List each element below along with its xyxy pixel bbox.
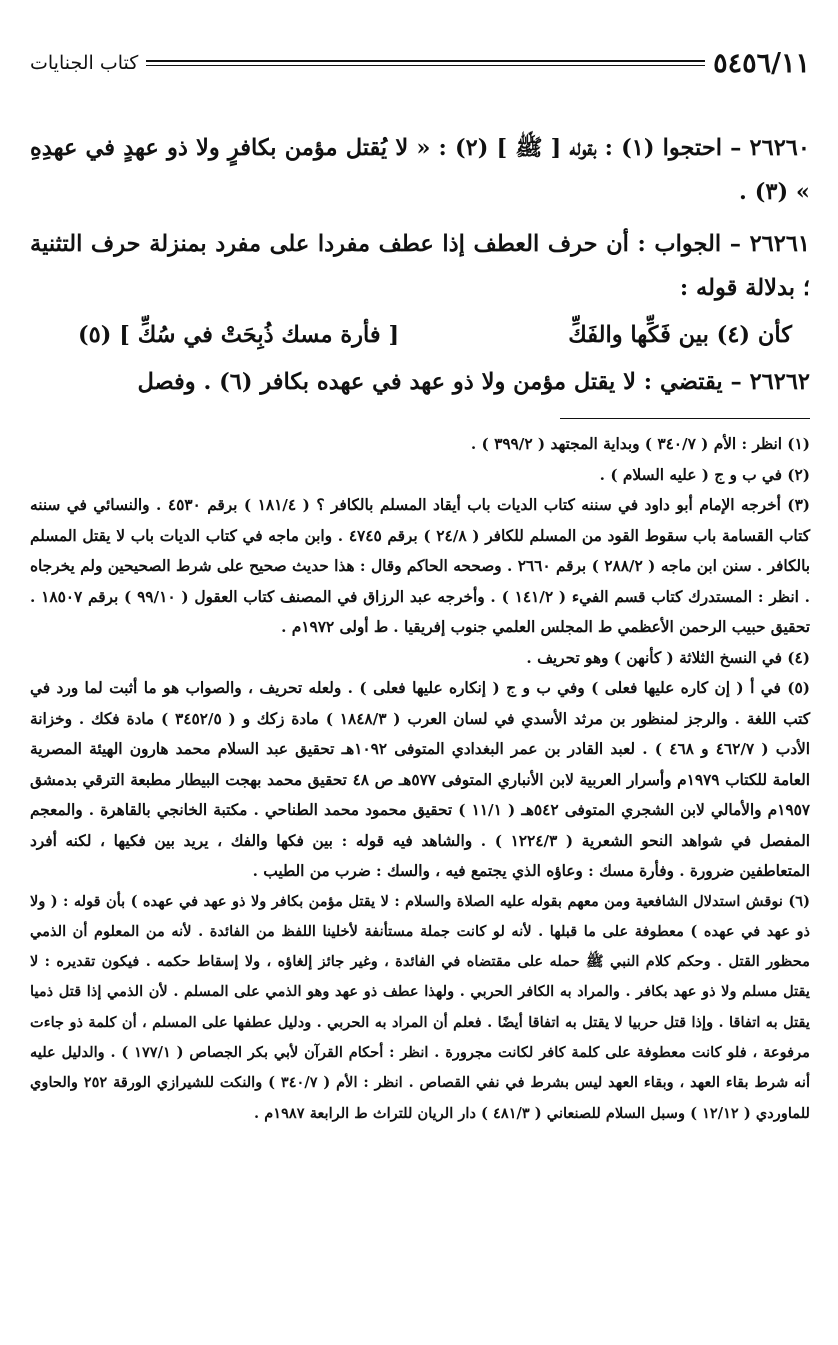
footnote-4: (٤) في النسخ الثلاثة ( كأنهن ) وهو تحريف . <box>526 648 810 667</box>
page-number: ٥٤٥٦/١١ <box>713 47 810 79</box>
footnote-3: (٣) أخرجه الإمام أبو داود في سننه كتاب الديات باب أيقاد المسلم بالكافر ؟ ( ١٨١/٤ ) برقم ٤٥٣٠ . والنسائي في سننه كتاب القسامة باب سقوط القود من المسلم للكافر ( ٢٤/٨ ) برقم ٤٧٤٥ . وابن ماجه في كتاب الديات باب لا يقتل المسلم بالكافر . سنن ابن ماجه ( ٢٨٨/٢ ) برقم ٢٦٦٠ . وصححه الحاكم وقال : هذا حديث صحيح على شرط الصحيحين ولم يخرجاه . انظر : المستدرك كتاب قسم الفيء ( ١٤١/٢ ) . وأخرجه عبد الرزاق في المصنف كتاب العقول ( ٩٩/١٠ ) برقم ١٨٥٠٧ . تحقيق حبيب الرحمن الأعظمي ط المجلس العلمي جنوب إفريقيا . ط أولى ١٩٧٢م . <box>30 496 811 636</box>
header-rule <box>146 60 705 66</box>
poem-verse <box>30 310 810 360</box>
footnote-2: (٢) في ب و ج ( عليه السلام ) . <box>599 465 810 484</box>
poem-first-hemistich: كأن (٤) بين فَكِّها والفَكِّ <box>568 322 792 348</box>
footnote-5: (٥) في أ ( إن كاره عليها فعلى ) وفي ب و ج ( إنكاره عليها فعلى ) . ولعله تحريف ، والصواب هو ما أثبت لما ورد في كتب اللغة . والرجز لمنظور بن مرثد الأسدي في لسان العرب ( ١٨٤٨/٣ ) مادة زكك و ( ٣٤٥٢/٥ ) مادة فكك . وخزانة الأدب ( ٤٦٢/٧ و ٤٦٨ ) . لعبد القادر بن عمر البغدادي المتوفى ١٠٩٢هـ تحقيق عبد السلام محمد هارون الهيئة المصرية العامة للكتاب ١٩٧٩م وأسرار العربية لابن الأنباري المتوفى ٥٧٧هـ ص ٤٨ تحقيق محمد بهجت البيطار مطبعة الترقي بدمشق ١٩٥٧م والأمالي لابن الشجري المتوفى ٥٤٢هـ ( ١١/١ ) تحقيق محمود محمد الطناحي . مكتبة الخانجي بالقاهرة . والمعجم المفصل في شواهد النحو الشعرية ( ١٢٢٤/٣ ) . والشاهد فيه قوله : بين فكها والفك ، يريد بين فكيها ، لكنه أفرد المتعاطفين ضرورة . وفأرة مسك : وعاؤه الذي يجتمع فيه ، والسك : ضرب من الطيب . <box>30 679 811 880</box>
book-page <box>30 40 810 1330</box>
paragraph-26260: ٢٦٢٦٠ – احتجوا (١) : بقوله [ ﷺ ] (٢) : « لا يُقتل مؤمن بكافرٍ ولا ذو عهدٍ في عهدِهِ » (٣) . <box>30 135 810 205</box>
poem-second-hemistich: [ فأرة مسك ذُبِحَتْ في سُكِّ ] (٥) <box>78 322 400 348</box>
footnotes <box>30 429 810 1129</box>
footnote-6: (٦) نوقش استدلال الشافعية ومن معهم بقوله عليه الصلاة والسلام : لا يقتل مؤمن بكافر ولا ذو عهد في عهده ) بأن قوله : ( ولا ذو عهد في عهده ) معطوفة على ما قبلها . لأنه لو كانت جملة مستأنفة لأخلينا اللفظ من الفائدة . لأنه من المعلوم أن الذمي محظور القتل . وحكم كلام النبي ﷺ حمله على مقتضاه في الفائدة ، وغير جائز إلغاؤه ، ولا إسقاط حكمه . فيكون تقديره : لا يقتل مسلم ولا ذو عهد بكافر . والمراد به الكافر الحربي . ولهذا عطف ذو عهد وهو الذمي على المسلم . لأن الذمي إذا قتل ذميا يقتل به اتفاقا . وإذا قتل حربيا لا يقتل به اتفاقا أيضًا . فعلم أن المراد به الحربي . ودليل عطفها على المسلم ، أن كلمة ذو جاءت مرفوعة ، فلو كانت معطوفة على كلمة كافر لكانت مجرورة . انظر : أحكام القرآن لأبي بكر الجصاص ( ١٧٧/١ ) . والدليل عليه أنه شرط بقاء العهد ، وبقاء العهد ليس بشرط في نفي القصاص . انظر : الأم ( ٣٤٠/٧ ) والنكت للشيرازي الورقة ٢٥٢ والحاوي للماوردي ( ١٢/١٢ ) وسبل السلام للصنعاني ( ٤٨١/٣ ) دار الريان للتراث ط الرابعة ١٩٨٧م . <box>30 892 810 1122</box>
footnote-divider <box>560 418 810 419</box>
main-text <box>30 126 810 404</box>
paragraph-26262: ٢٦٢٦٢ – يقتضي : لا يقتل مؤمن ولا ذو عهد في عهده بكافر (٦) . وفصل <box>137 369 810 395</box>
paragraph-26261: ٢٦٢٦١ – الجواب : أن حرف العطف إذا عطف مفردا على مفرد بمنزلة حرف التثنية ؛ بدلالة قوله : <box>30 231 810 301</box>
footnote-1: (١) انظر : الأم ( ٣٤٠/٧ ) وبداية المجتهد ( ٣٩٩/٢ ) . <box>470 435 810 453</box>
book-title: كتاب الجنايات <box>30 52 139 74</box>
page-header <box>30 40 810 86</box>
